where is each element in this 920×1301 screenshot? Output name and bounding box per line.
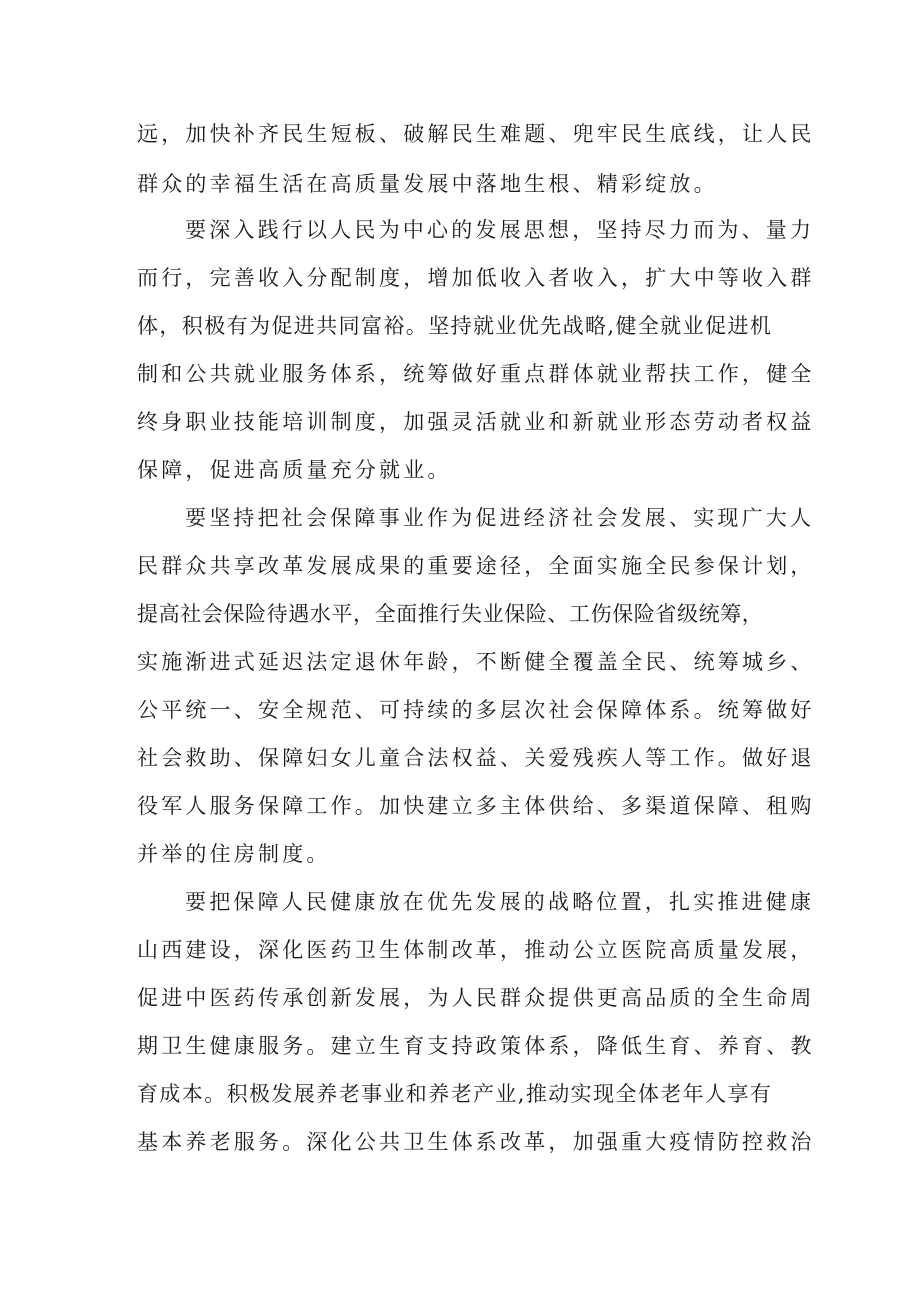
text-line: 育成本。积极发展养老事业和养老产业,推动实现全体老年人享有: [137, 1082, 773, 1106]
text-line: 民群众共享改革发展成果的重要途径，全面实施全民参保计划，: [137, 554, 815, 578]
text-line: 促进中医药传承创新发展，为人民群众提供更高品质的全生命周: [137, 986, 815, 1010]
text-line: 并举的住房制度。: [137, 842, 331, 866]
text-line: 保障，促进高质量充分就业。: [137, 458, 452, 482]
text-line: 而行，完善收入分配制度，增加低收入者收入，扩大中等收入群: [137, 266, 815, 290]
text-line: 役军人服务保障工作。加快建立多主体供给、多渠道保障、租购: [137, 794, 815, 818]
text-line: 实施渐进式延迟法定退休年龄，不断健全覆盖全民、统筹城乡、: [137, 650, 815, 674]
text-line: 基本养老服务。深化公共卫生体系改革，加强重大疫情防控救治: [137, 1130, 815, 1154]
text-line: 远，加快补齐民生短板、破解民生难题、兜牢民生底线，让人民: [137, 122, 815, 146]
text-line: 提高社会保险待遇水平，全面推行失业保险、工伤保险省级统筹，: [137, 602, 764, 626]
text-line: 期卫生健康服务。建立生育支持政策体系，降低生育、养育、教: [137, 1034, 815, 1058]
text-line: 社会救助、保障妇女儿童合法权益、关爱残疾人等工作。做好退: [137, 746, 815, 770]
paragraph-first-line: 要把保障人民健康放在优先发展的战略位置，扎实推进健康: [185, 890, 815, 914]
text-line: 公平统一、安全规范、可持续的多层次社会保障体系。统筹做好: [137, 698, 815, 722]
text-line: 体，积极有为促进共同富裕。坚持就业优先战略,健全就业促进机: [137, 314, 773, 338]
paragraph-first-line: 要坚持把社会保障事业作为促进经济社会发展、实现广大人: [185, 506, 815, 530]
paragraph-first-line: 要深入践行以人民为中心的发展思想，坚持尽力而为、量力: [185, 218, 815, 242]
text-line: 群众的幸福生活在高质量发展中落地生根、精彩绽放。: [137, 172, 718, 196]
text-line: 制和公共就业服务体系，统筹做好重点群体就业帮扶工作，健全: [137, 362, 815, 386]
text-line: 山西建设，深化医药卫生体制改革，推动公立医院高质量发展，: [137, 938, 815, 962]
text-line: 终身职业技能培训制度，加强灵活就业和新就业形态劳动者权益: [137, 410, 815, 434]
